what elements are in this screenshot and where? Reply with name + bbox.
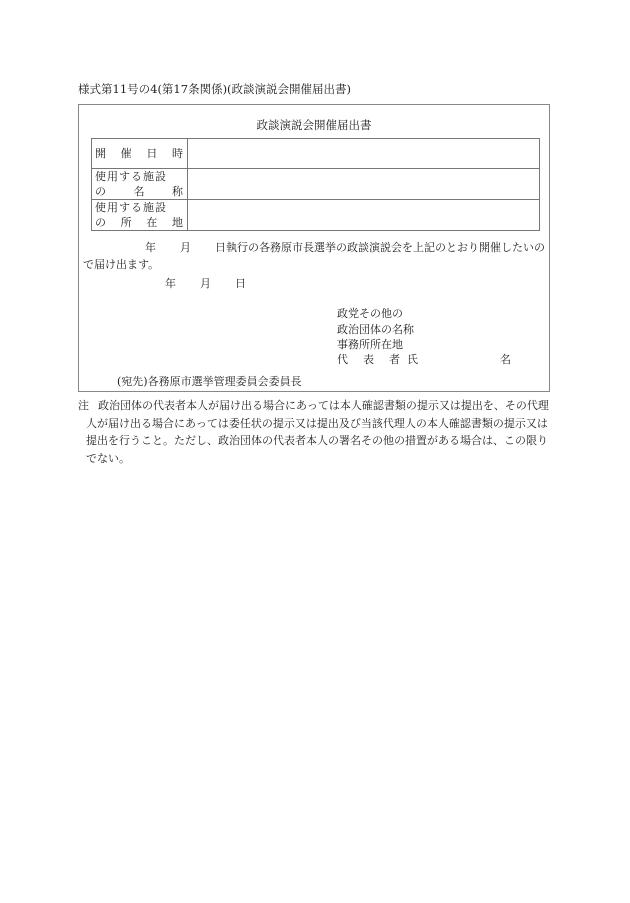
value-date-time[interactable]	[188, 139, 540, 169]
representative-name-label: 代 表 者 氏 名	[337, 353, 511, 366]
document-title: 政談演説会開催届出書	[256, 118, 372, 132]
form-number-heading: 様式第11号の4(第17条関係)(政談演説会開催届出書)	[78, 82, 352, 96]
value-facility-name[interactable]	[188, 169, 540, 200]
footnote	[78, 397, 553, 467]
submission-date: 年 月 日	[165, 277, 246, 290]
office-address-label: 事務所所在地	[337, 338, 403, 351]
table-row-facility-address	[92, 200, 540, 231]
notification-form-box	[78, 104, 550, 392]
note-mark: 注	[78, 399, 89, 412]
party-name-label-line1: 政党その他の	[337, 307, 403, 320]
event-info-table	[91, 138, 540, 231]
table-row-facility-name	[92, 169, 540, 200]
addressee: (宛先)各務原市選挙管理委員会委員長	[117, 375, 302, 388]
table-row-date-time	[92, 139, 540, 169]
label-facility-name: 使用する施設 の 名 称	[92, 169, 188, 200]
label-date-time: 開 催 日 時	[92, 139, 188, 169]
note-text: 政治団体の代表者本人が届け出る場合にあっては本人確認書類の提示又は提出を、その代理人が届け出る場合にあっては委任状の提示又は提出及び当該代理人の本人確認書類の提示又は提出を行うこと。ただし、政治団体の代表者本人の署名その他の措置がある場合は、この限りでない。	[86, 399, 549, 465]
party-name-label-line2: 政治団体の名称	[337, 323, 414, 336]
value-facility-address[interactable]	[188, 200, 540, 231]
notification-statement: 年 月 日執行の各務原市長選挙の政談演説会を上記のとおり開催したいので届け出ます。	[83, 241, 545, 271]
label-facility-address: 使用する施設 の 所 在 地	[92, 200, 188, 231]
